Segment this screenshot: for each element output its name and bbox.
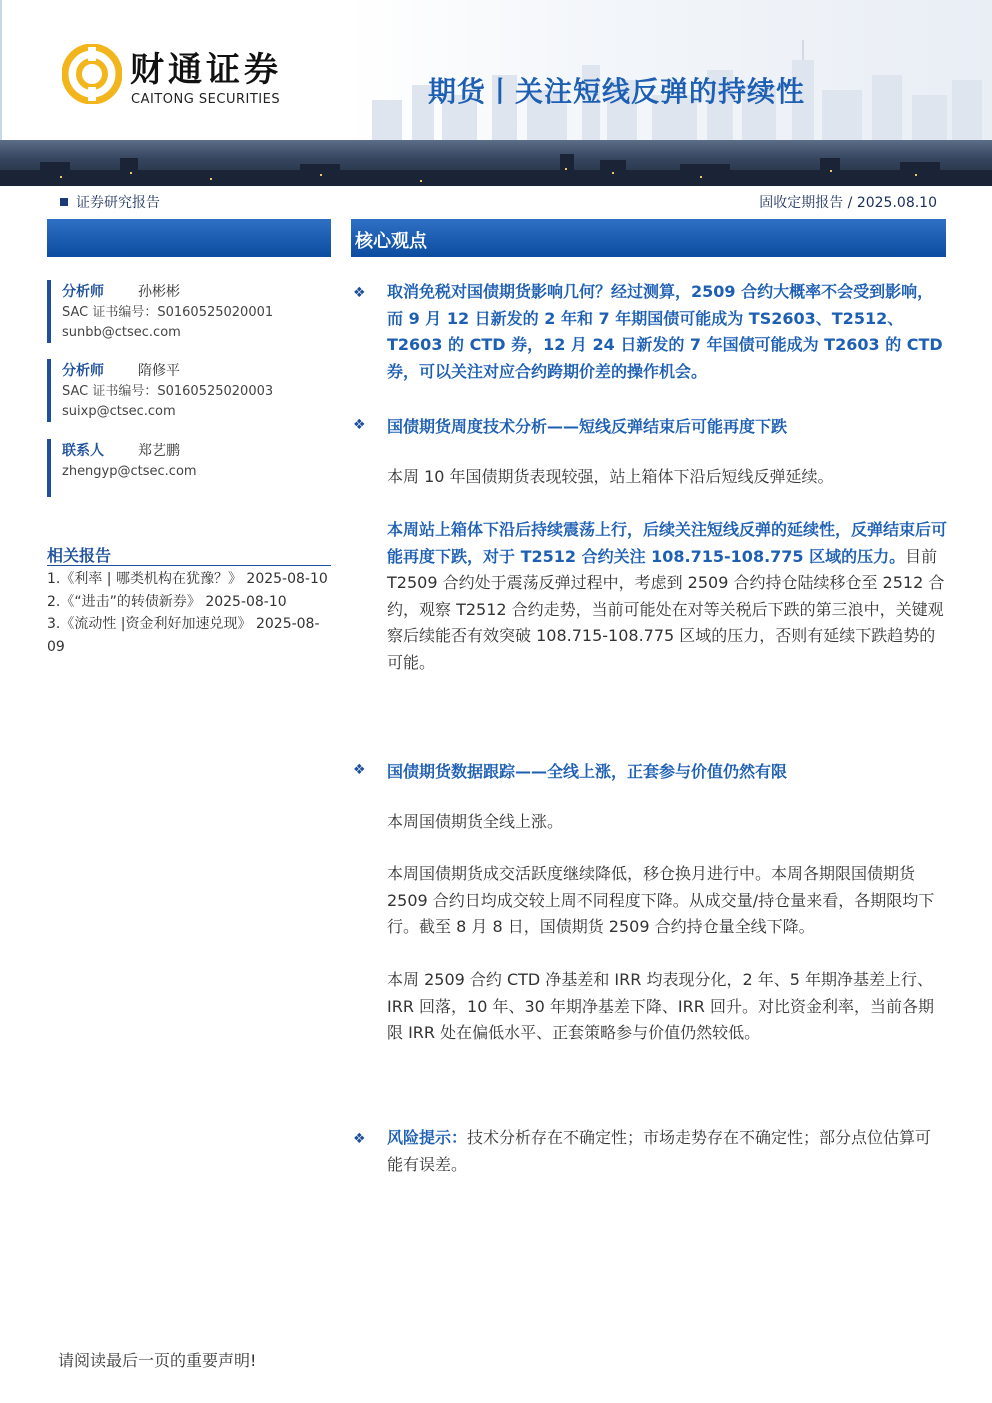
risk-warning-paragraph [387,1125,947,1178]
report-type-text: 证券研究报告 [76,195,160,211]
report-type-label [60,192,160,212]
brand-name-cn: 财通证券 [130,50,282,90]
analyst-card [47,359,346,422]
technical-analysis-body: 目前 T2509 合约处于震荡反弹过程中，考虑到 2509 合约持仓陆续移仓至 2512 合约，观察 T2512 合约走势，当前可能处在对等关税后下跌的第三浪中，关键观察后续能否有效突破 108.715-108.775 区域的压力，否则有延续下跌趋势的可能。 [387,546,945,672]
risk-warning-label: 风险提示： [387,1128,468,1147]
related-reports-title: 相关报告 [47,546,112,565]
caitong-logo-icon [62,44,122,104]
analyst-email[interactable]: sunbb@ctsec.com [62,325,181,340]
analyst-name: 孙彬彬 [138,284,180,300]
analyst-role: 分析师 [62,363,104,379]
analyst-role: 分析师 [62,284,104,300]
analyst-email[interactable]: suixp@ctsec.com [62,404,176,419]
data-tracking-paragraph: 本周国债期货全线上涨。 [387,812,564,831]
analyst-card [47,280,346,343]
brand-name-en: CAITONG SECURITIES [131,92,281,107]
header-banner [0,0,992,186]
related-reports-divider [47,565,331,566]
related-reports-list [47,568,331,658]
side-header-bar [47,219,331,257]
city-lights-graphic [0,150,992,186]
footer-disclaimer: 请阅读最后一页的重要声明! [58,1351,257,1370]
report-category-date: 固收定期报告 / 2025.08.10 [759,195,937,211]
analyst-sac-number: SAC 证书编号：S0160525020003 [62,384,274,399]
core-view-heading: 核心观点 [355,231,427,252]
report-title: 期货丨关注短线反弹的持续性 [428,75,806,108]
related-report-item[interactable]: 3.《流动性 |资金利好加速兑现》 2025-08-09 [47,616,320,655]
diamond-bullet-icon: ❖ [353,1131,366,1147]
core-summary-paragraph: 取消免税对国债期货影响几何？经过测算，2509 合约大概率不会受到影响，而 9 月 12 日新发的 2 年和 7 年期国债可能成为 TS2603、T2512、T2603 的 CTD 券，12 月 24 日新发的 7 年国债可能成为 T2603 的 CTD 券，可以关注对应合约跨期价差的操作机会。 [387,282,943,381]
contact-role: 联系人 [62,443,104,459]
banner-edge-rule [0,0,2,140]
analyst-sac-number: SAC 证书编号：S0160525020001 [62,305,274,320]
contact-name: 郑艺鹏 [138,443,180,459]
risk-warning-text: 技术分析存在不确定性；市场走势存在不确定性；部分点位估算可能有误差。 [387,1128,932,1174]
diamond-bullet-icon: ❖ [353,762,366,778]
related-report-item[interactable]: 2.《“进击”的转债新券》 2025-08-10 [47,593,287,610]
data-tracking-paragraph: 本周国债期货成交活跃度继续降低，移仓换月进行中。本周各期限国债期货 2509 合约日均成交较上周不同程度下降。从成交量/持仓量来看，各期限均下行。截至 8 月 8 日，国债期货 2509 合约持仓量全线下降。 [387,864,935,936]
data-tracking-heading: 国债期货数据跟踪——全线上涨，正套参与价值仍然有限 [387,762,788,781]
diamond-bullet-icon: ❖ [353,417,366,433]
data-tracking-paragraph: 本周 2509 合约 CTD 净基差和 IRR 均表现分化，2 年、5 年期净基差上行、IRR 回落，10 年、30 年期净基差下降、IRR 回升。对比资金利率，当前各期限 IRR 处在偏低水平、正套策略参与价值仍然较低。 [387,970,934,1042]
analyst-name: 隋修平 [138,363,180,379]
technical-analysis-heading: 国债期货周度技术分析——短线反弹结束后可能再度下跌 [387,417,788,436]
related-report-item[interactable]: 1.《利率 | 哪类机构在犹豫？》 2025-08-10 [47,571,328,587]
technical-analysis-highlight: 本周站上箱体下沿后持续震荡上行，后续关注短线反弹的延续性，反弹结束后可能再度下跌，对于 T2512 合约关注 108.715-108.775 区域的压力。 [387,520,948,566]
technical-analysis-detail [387,517,947,676]
core-view-header [351,219,946,257]
square-bullet-icon [60,198,68,206]
technical-analysis-paragraph: 本周 10 年国债期货表现较强，站上箱体下沿后短线反弹延续。 [387,467,834,486]
diamond-bullet-icon: ❖ [353,285,366,301]
contact-email[interactable]: zhengyp@ctsec.com [62,464,197,479]
contact-card [47,439,346,497]
